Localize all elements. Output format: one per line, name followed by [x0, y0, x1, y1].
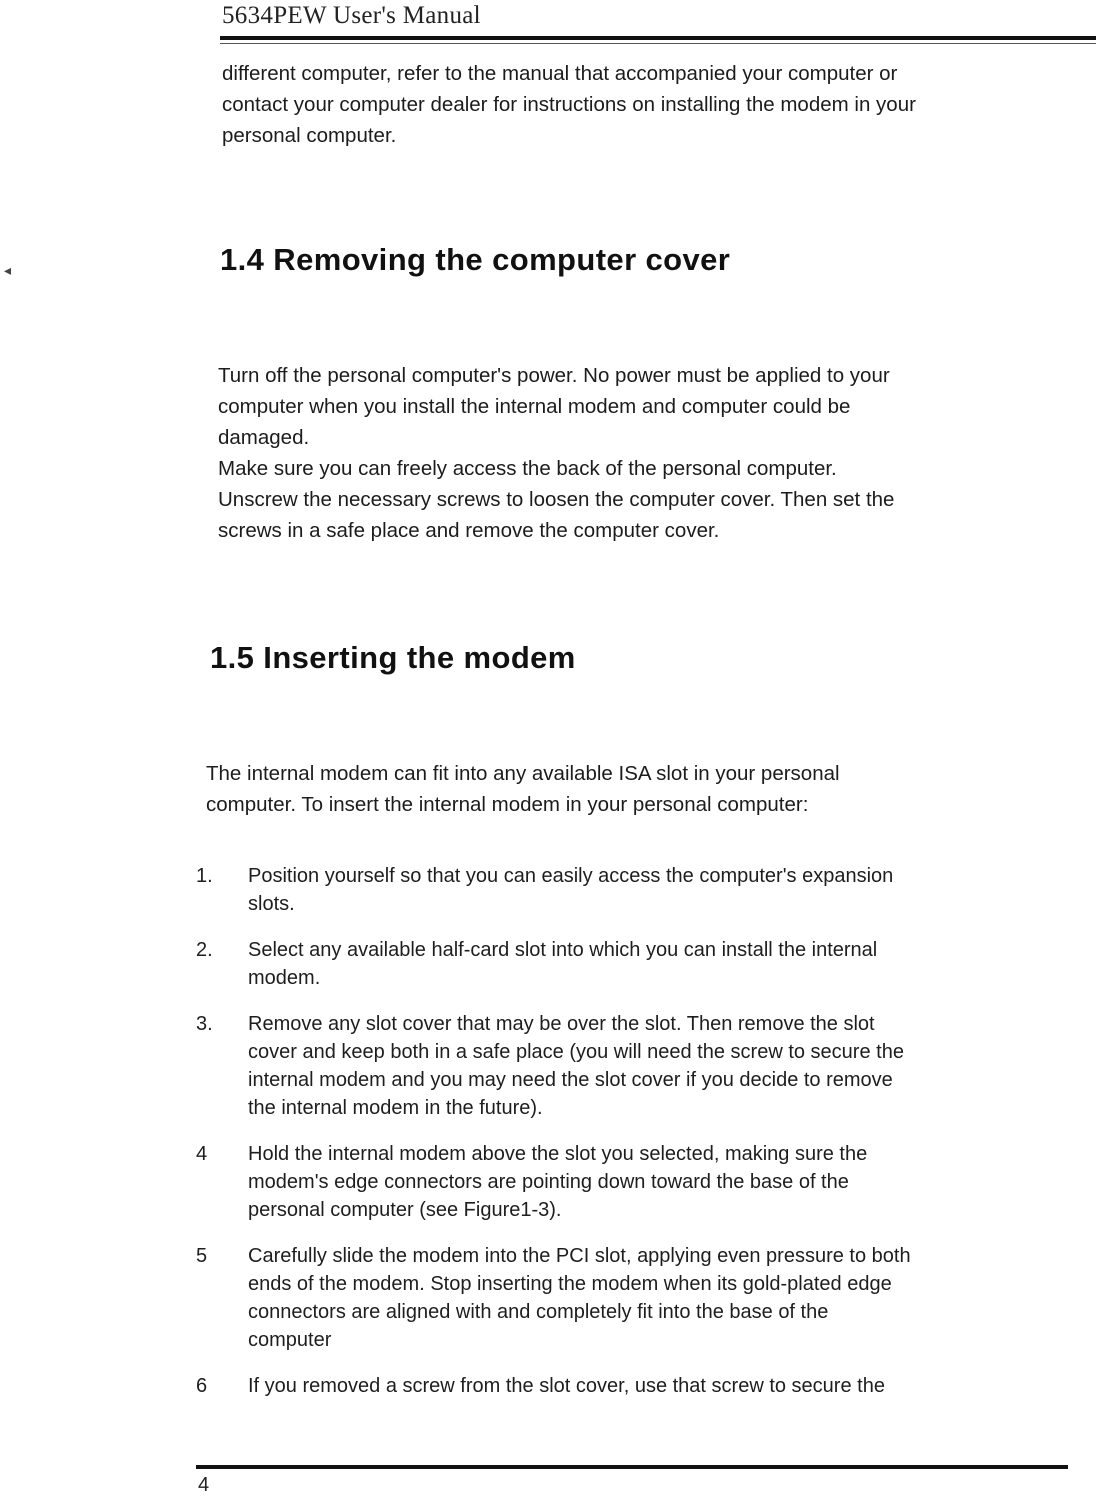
intro-paragraph: [222, 58, 916, 151]
section-1-4-line: Unscrew the necessary screws to loosen the computer cover. Then set the: [218, 488, 895, 511]
step-line: slots.: [248, 893, 295, 915]
step-line: Position yourself so that you can easily access the computer's expansion: [248, 865, 894, 887]
intro-line: contact your computer dealer for instructions on installing the modem in your: [222, 93, 916, 116]
footer-rule: [196, 1465, 1068, 1469]
step-line: Carefully slide the modem into the PCI slot, applying even pressure to both: [248, 1245, 911, 1267]
list-item: [196, 862, 1076, 918]
list-item: [196, 1010, 1076, 1122]
section-1-4-line: damaged.: [218, 426, 310, 449]
step-line: Hold the internal modem above the slot you selected, making sure the: [248, 1143, 868, 1165]
intro-line: different computer, refer to the manual that accompanied your computer or: [222, 62, 898, 85]
step-line: ends of the modem. Stop inserting the modem when its gold-plated edge: [248, 1273, 892, 1295]
step-text: [248, 1010, 1076, 1122]
section-heading-1-5: 1.5 Inserting the modem: [210, 640, 576, 675]
section-1-4-paragraph: [218, 360, 894, 546]
step-line: Select any available half-card slot into which you can install the internal: [248, 939, 878, 961]
step-line: the internal modem in the future).: [248, 1097, 543, 1119]
step-line: Remove any slot cover that may be over the slot. Then remove the slot: [248, 1013, 875, 1035]
step-number: 1.: [196, 865, 213, 887]
step-line: personal computer (see Figure1-3).: [248, 1199, 562, 1221]
step-text: [248, 1242, 1076, 1354]
header-rule: [220, 36, 1096, 40]
scan-mark: ◂: [4, 262, 12, 278]
step-number: 4: [196, 1143, 208, 1165]
step-text: [248, 1140, 1076, 1224]
header-rule-thin: [220, 43, 1096, 44]
section-1-4-line: computer when you install the internal modem and computer could be: [218, 395, 851, 418]
list-item: [196, 1140, 1076, 1224]
step-number: 2.: [196, 939, 213, 961]
section-heading-1-4: 1.4 Removing the computer cover: [220, 242, 731, 277]
list-item: [196, 936, 1076, 992]
step-line: If you removed a screw from the slot cover, use that screw to secure the: [248, 1375, 885, 1397]
step-line: modem.: [248, 967, 321, 989]
step-line: internal modem and you may need the slot cover if you decide to remove: [248, 1069, 893, 1091]
section-1-4-line: screws in a safe place and remove the computer cover.: [218, 519, 720, 542]
section-1-4-line: Turn off the personal computer's power. No power must be applied to your: [218, 364, 890, 387]
step-number: 6: [196, 1375, 208, 1397]
step-text: [248, 936, 1076, 992]
step-text: [248, 862, 1076, 918]
section-1-5-paragraph: [206, 758, 840, 820]
step-number: 3.: [196, 1013, 213, 1035]
section-1-5-line: computer. To insert the internal modem in your personal computer:: [206, 793, 809, 816]
step-line: connectors are aligned with and completely fit into the base of the: [248, 1301, 829, 1323]
section-1-4-line: Make sure you can freely access the back of the personal computer.: [218, 457, 837, 480]
installation-steps-list: [196, 862, 1076, 1418]
page-number: 4: [198, 1474, 210, 1496]
step-text: [248, 1372, 1076, 1400]
list-item: [196, 1372, 1076, 1400]
step-line: cover and keep both in a safe place (you will need the screw to secure the: [248, 1041, 904, 1063]
section-1-5-line: The internal modem can fit into any available ISA slot in your personal: [206, 762, 840, 785]
step-number: 5: [196, 1245, 208, 1267]
list-item: [196, 1242, 1076, 1354]
running-header-title: 5634PEW User's Manual: [222, 2, 481, 29]
intro-line: personal computer.: [222, 124, 397, 147]
step-line: modem's edge connectors are pointing down toward the base of the: [248, 1171, 849, 1193]
step-line: computer: [248, 1329, 332, 1351]
